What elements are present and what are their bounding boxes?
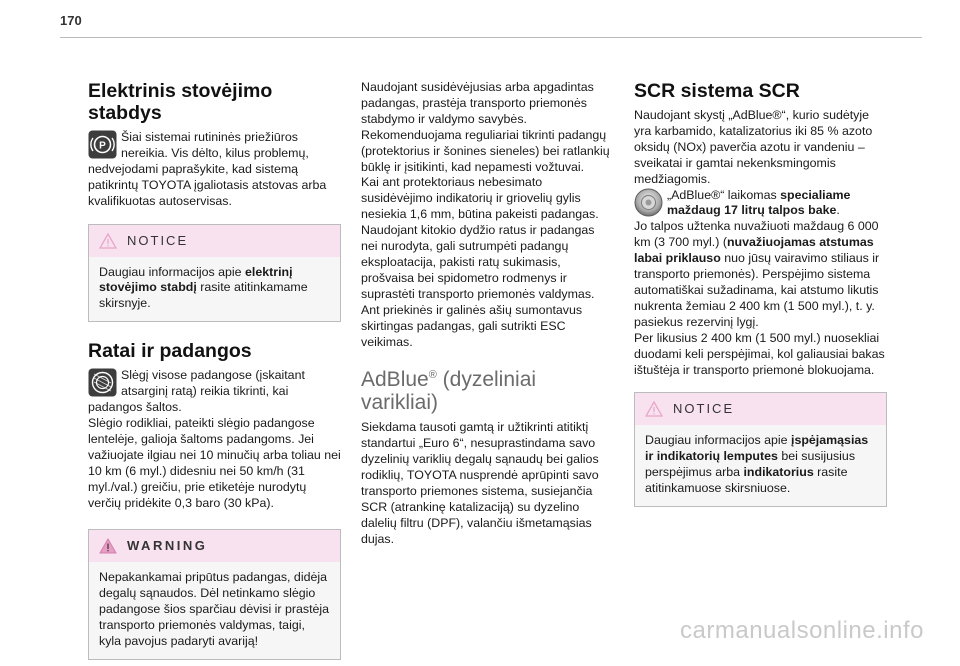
notice-heading: NOTICE [127, 232, 189, 248]
warning-triangle-icon [99, 233, 117, 249]
tyres-paragraph-3: Naudojant kitokio dydžio ratus ir padangas nei nurodyta, gali sutrumpėti padangų eksploatacija, pakisti ratų sukimasis, prošvaisa bei spidometro rodmenys ir suprastėti transporto priemonės valdymas. [361, 223, 595, 301]
adblue-title-b: (dyzeliniai varikliai) [361, 368, 537, 415]
warning-heading: WARNING [127, 538, 208, 554]
section-title-wheels: Ratai ir padangos [88, 340, 252, 363]
column-1 [88, 80, 341, 666]
notice-callout-indicators [634, 392, 887, 507]
notice2-t4: indikatorius [743, 465, 814, 480]
section-title-parking-brake: Elektrinis stovėjimo stabdys [88, 80, 273, 124]
header-rule [60, 37, 922, 38]
wheels-text-2: Slėgio rodikliai, pateikti slėgio padangose lentelėje, galioja šaltoms padangoms. Jei važiuojate ilgiau nei 10 minučių arba toliau nei 10 km (6 myl.) didesniu nei 50 km/h (31 myl./val.) greičiu, prie etiketėje nurodytų verčių pridėkite 0,3 baro (30 kPa). [88, 415, 341, 510]
adblue-title-a: AdBlue [361, 368, 429, 392]
scr-paragraph-1: Naudojant skystį „AdBlue®“, kurio sudėtyje yra karbamido, katalizatorius iki 85 % azoto oksidų (NOx) paverčia azotu ir vandeniu – sveikatai ir gamtai nekenksmingomis medžiagomis. [634, 108, 873, 186]
wheels-text-1: Slėgį visose padangose (įskaitant atsarginį ratą) reikia tikrinti, kai padangos šaltos. [88, 368, 305, 415]
adblue-tank-block [634, 188, 887, 220]
column-2 [361, 80, 614, 548]
wheels-block [88, 368, 341, 416]
section-title-adblue [361, 364, 614, 414]
notice2-t1: Daugiau informacijos apie [645, 433, 792, 448]
notice-header [635, 393, 886, 425]
scr-p3-c: nuo jūsų vairavimo stiliaus ir transporto priemonės). Perspėjimo sistema automatiškai sužadinama, kai atstumo likutis nukrenta žemiau 2 400 km (1 500 myl.), t. y. pasiekus rezervinį lygį. [634, 251, 880, 329]
notice-text-c: rasite atitinkamame skirsnyje. [99, 280, 308, 311]
page-number: 170 [60, 13, 82, 28]
section-title-scr: SCR sistema SCR [634, 80, 800, 102]
notice-header [89, 225, 340, 257]
warning-header [89, 530, 340, 562]
tyre-icon [88, 368, 117, 397]
warning-triangle-icon [645, 401, 663, 417]
parking-brake-text: Šiai sistemai rutininės priežiūros nereikia. Vis dėlto, kilus problemų, nedvejodami paprašykite, kad sistemą patikrintų TOYOTA įgaliotasis atstovas arba kvalifikuotas autoservisas. [88, 130, 327, 208]
scr-p2-bold: specialiame maždaug 17 litrų talpos bake [667, 187, 851, 218]
notice-body [635, 425, 886, 506]
tyres-paragraph-1: Naudojant susidėvėjusias arba apgadintas padangas, prastėja transporto priemonės stabdymo ir valdymo savybės. Rekomenduojama reguliariai tikrinti padangų (protektorius ir šonines sieneles) bei ratlankių būklę ir įsitikinti, kad nepamesti vožtuvai. [361, 80, 610, 174]
scr-paragraph-3 [634, 219, 887, 330]
notice2-t2: įspėjamąsias ir indikatorių lemputes [645, 433, 869, 464]
parking-brake-icon [88, 130, 117, 159]
notice2-t3: bei susijusius perspėjimus arba [645, 449, 856, 480]
parking-brake-block [88, 130, 341, 210]
notice-callout-parking-brake [88, 224, 341, 323]
scr-p3-a: Jo talpos užtenka nuvažiuoti maždaug 6 000 km (3 700 myl.) ( [634, 219, 879, 250]
notice-text-bold: elektrinį stovėjimo stabdį [99, 264, 293, 295]
scr-p2-c: . [836, 203, 840, 218]
scr-p3-bold: nuvažiuojamas atstumas labai priklauso [634, 235, 874, 266]
notice-body [89, 257, 340, 322]
notice-heading: NOTICE [673, 401, 735, 417]
adblue-tank-icon [634, 188, 663, 217]
tyres-paragraph-2: Kai ant protektoriaus nebesimato susidėvėjimo indikatorių ir griovelių gylis nesiekia 1,6 mm, būtina pakeisti padangas. [361, 175, 599, 222]
svg-text:P: P [99, 140, 106, 152]
warning-triangle-icon [99, 538, 117, 554]
scr-paragraph-2 [634, 188, 887, 220]
tyres-paragraph-4: Ant priekinės ir galinės ašių sumontavus skirtingas padangas, gali sutrikti ESC veikimas. [361, 302, 583, 349]
warning-body: Nepakankamai pripūtus padangas, didėja degalų sąnaudos. Dėl netinkamo slėgio padangose šios sparčiau dėvisi ir prastėja transporto priemonės valdymas, taigi, kyla pavojus padaryti avariją! [99, 570, 330, 649]
adblue-registered-mark: ® [428, 369, 437, 382]
adblue-text: Siekdama tausoti gamtą ir užtikrinti atitiktį standartui „Euro 6“, nesuprastindama savo dyzelinių variklių degalų sąnaudų bei galios rodiklių, TOYOTA nusprendė aprūpinti savo transporto priemones sistema, susiejančia SCR (atrankinę katalizaciją) su dyzelino dalelių filtru (DPF), valančiu išmetamąsias dujas. [361, 420, 599, 546]
notice2-t5: rasite atitinkamuose skirsniuose. [645, 465, 848, 496]
scr-paragraph-4: Per likusius 2 400 km (1 500 myl.) nuosekliai duodami keli perspėjimai, kol galiausiai bakas ištuštėja ir transporto priemonė blokuojama. [634, 330, 885, 377]
watermark: carmanualsonline.info [680, 617, 924, 644]
column-3 [634, 80, 887, 513]
warning-callout [88, 529, 341, 660]
notice-text-a: Daugiau informacijos apie [99, 264, 246, 279]
scr-p2-a: „AdBlue®“ laikomas [667, 187, 781, 202]
